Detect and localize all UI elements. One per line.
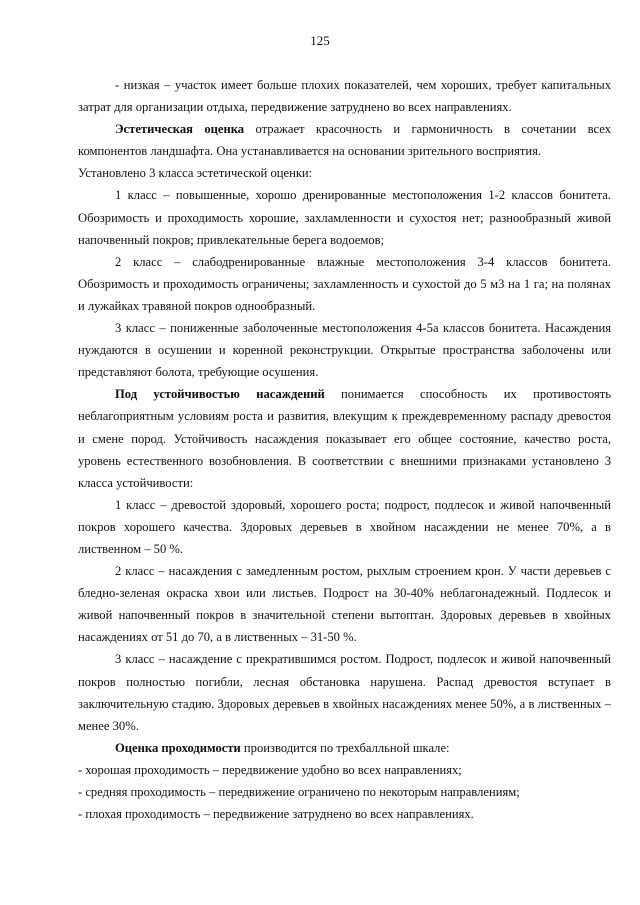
stability-class-1: 1 класс – древостой здоровый, хорошего роста; подрост, подлесок и живой напочвенный покров хорошего качества. Здоровых деревьев в хвойном насаждении не менее 70%, а в лиственном – 50 %. [78,497,611,556]
aesthetic-class-3: 3 класс – пониженные заболоченные местоположения 4-5а классов бонитета. Насаждения нуждаются в осушении и коренной реконструкции. Открытые пространства заболочены или представляют болота, требующие осушения. [78,321,611,380]
paragraph-aesthetic-intro: Установлено 3 класса эстетической оценки: [78,166,313,181]
stability-definition-text: понимается способность их противостоять неблагоприятным условиям роста и развития, влекущим к преждевременному распаду древостоя и смене пород. Устойчивость насаждения показывает его общее состояние, качество роста, уровень естественного возобновления. В соответствии с внешними признаками установлено 3 класса устойчивости: [78,387,612,490]
passability-item-medium: - средняя проходимость – передвижение ограничено по некоторым направлениям; [78,785,520,799]
passability-item-good: - хорошая проходимость – передвижение удобно во всех направлениях; [78,762,462,777]
term-passability: Оценка проходимости [115,740,241,755]
paragraph-aesthetic-definition [78,118,611,162]
aesthetic-class-2: 2 класс – слабодренированные влажные местоположения 3-4 классов бонитета. Обозримость и проходимость ограничены; захламленность и сухостой до 5 м3 на 1 га; на полянах и лужайках травяной покров однообразный. [78,254,611,313]
term-aesthetic: Эстетическая оценка [115,122,245,137]
paragraph-low-rating: - низкая – участок имеет больше плохих показателей, чем хороших, требует капитальных затрат для организации отдыха, передвижение затруднено во всех направлениях. [78,78,611,115]
page-number: 125 [310,33,330,48]
paragraph-stability-definition [78,383,611,493]
stability-class-3: 3 класс – насаждение с прекратившимся ростом. Подрост, подлесок и живой напочвенный покров полностью погибли, лесная обстановка нарушена. Распад древостоя вступает в заключительную стадию. Здоровых деревьев в хвойных насаждениях менее 50%, а в лиственных – менее 30%. [78,652,611,733]
passability-definition-text: производится по трехбалльной шкале: [240,740,450,755]
passability-item-poor: - плохая проходимость – передвижение затруднено во всех направлениях. [78,807,474,822]
paragraph-passability-definition [78,737,611,759]
body-text [78,74,611,825]
aesthetic-definition-text: отражает красочность и гармоничность в сочетании всех компонентов ландшафта. Она устанавливается на основании зрительного восприятия. [78,122,611,159]
stability-class-2: 2 класс – насаждения с замедленным ростом, рыхлым строением крон. У части деревьев с бледно-зеленая окраска хвои или листьев. Подрост на 30-40% неблагонадежный. Подлесок и живой напочвенный покров в значительной степени вытоптан. Здоровых деревьев в хвойных насаждениях от 51 до 70, а в лиственных – 31-50 %. [78,564,611,645]
aesthetic-class-1: 1 класс – повышенные, хорошо дренированные местоположения 1-2 классов бонитета. Обозримость и проходимость хорошие, захламленности и сухостоя нет; разнообразный живой напочвенный покров; привлекательные берега водоемов; [78,188,611,247]
term-stability: Под устойчивостью насаждений [115,387,325,402]
